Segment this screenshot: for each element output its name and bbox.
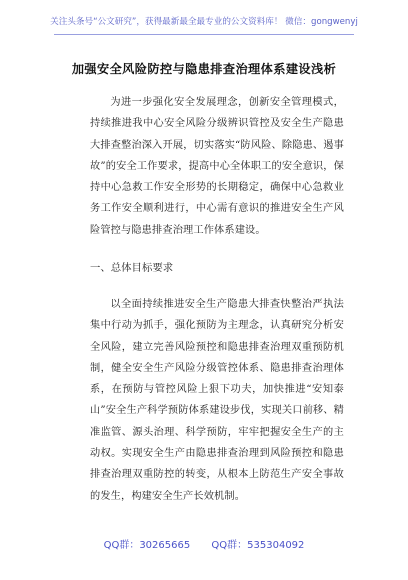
section-heading: 一、总体目标要求	[90, 262, 174, 274]
qq-group-right: QQ群：535304092	[211, 540, 305, 551]
intro-paragraph: 为进一步强化安全发展理念，创新安全管理模式，持续推进我中心安全风险分级辨识管控及安全生产隐患大排查整治深入开展，切实落实“防风险、除隐患、遏事故”的安全工作要求，提高中心全体职工的安全意识，保持中心急救工作安全形势的长期稳定，确保中心急救业务工作安全顺利进行，中心需有意识的推进安全生产风险管控与隐患排查治理工作体系建设。	[90, 97, 344, 236]
document-title: 加强安全风险防控与隐患排查治理体系建设浅析	[71, 62, 337, 76]
qq-group-left: QQ群：30265665	[103, 540, 191, 551]
footer-qq-groups	[0, 536, 408, 551]
header-note: 关注头条号“公文研究”，获得最新最全最专业的公文资料库！ 微信：gongwenyj	[50, 17, 358, 27]
section-paragraph: 以全面持续推进安全生产隐患大排查快整治严执法集中行动为抓手，强化预防为主理念，认真研究分析安全风险，建立完善风险预控和隐患排查治理双重预防机制，健全安全生产风险分级管控体系、隐患排查治理体系，在预防与管控风险上狠下功夫，加快推进“安知泰山”安全生产科学预防体系建设步伐，实现关口前移、精准监管、源头治理、科学预防，牢牢把握安全生产的主动权。实现安全生产由隐患排查治理到风险预控和隐患排查治理双重防控的转变，从根本上防范生产安全事故的发生，构建安全生产长效机制。	[90, 299, 344, 502]
header-divider	[54, 34, 354, 35]
